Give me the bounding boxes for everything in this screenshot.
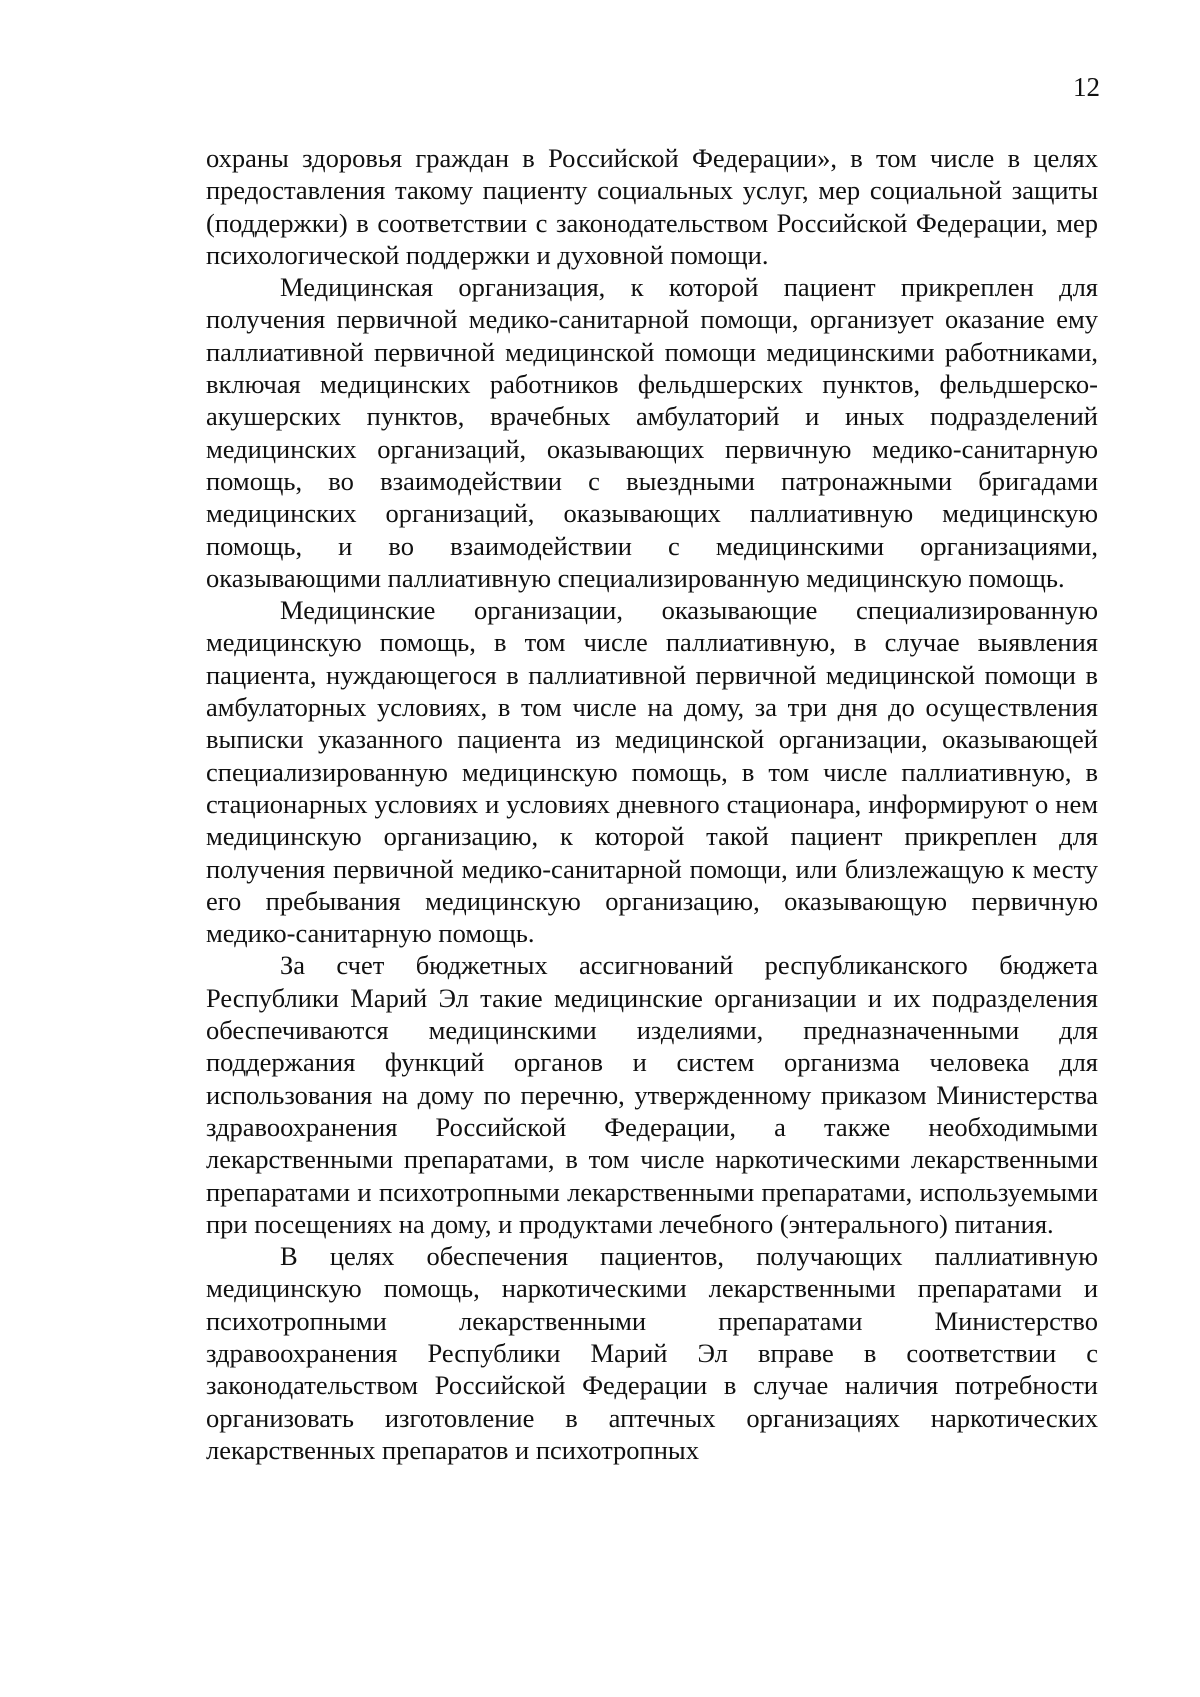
paragraph-narcotic-provision: В целях обеспечения пациентов, получающих паллиативную медицинскую помощь, наркотическими лекарственными препаратами и психотропными лекарственными препаратами Министерство здравоохранения Республики Марий Эл вправе в соответствии с законодательством Российской Федерации в случае наличия потребности организовать изготовление в аптечных организациях наркотических лекарственных препаратов и психотропных <box>206 1241 1098 1465</box>
paragraph-medical-organization: Медицинская организация, к которой пациент прикреплен для получения первичной медико-санитарной помощи, организует оказание ему паллиативной первичной медицинской помощи медицинскими работниками, включая медицинских работников фельдшерских пунктов, фельдшерско-акушерских пунктов, врачебных амбулаторий и иных подразделений медицинских организаций, оказывающих первичную медико-санитарную помощь, во взаимодействии с выездными патронажными бригадами медицинских организаций, оказывающих паллиативную медицинскую помощь, и во взаимодействии с медицинскими организациями, оказывающими паллиативную специализированную медицинскую помощь. <box>206 272 1098 593</box>
paragraph-specialized-organizations: Медицинские организации, оказывающие специализированную медицинскую помощь, в том числе паллиативную, в случае выявления пациента, нуждающегося в паллиативной первичной медицинской помощи в амбулаторных условиях, в том числе на дому, за три дня до осуществления выписки указанного пациента из медицинской организации, оказывающей специализированную медицинскую помощь, в том числе паллиативную, в стационарных условиях и условиях дневного стационара, информируют о нем медицинскую организацию, к которой такой пациент прикреплен для получения первичной медико-санитарной помощи, или близлежащую к месту его пребывания медицинскую организацию, оказывающую первичную медико-санитарную помощь. <box>206 595 1098 949</box>
document-body <box>206 142 1098 1466</box>
page-number: 12 <box>1073 72 1100 102</box>
paragraph-budget-funding: За счет бюджетных ассигнований республиканского бюджета Республики Марий Эл такие медицинские организации и их подразделения обеспечиваются медицинскими изделиями, предназначенными для поддержания функций органов и систем организма человека для использования на дому по перечню, утвержденному приказом Министерства здравоохранения Российской Федерации, а также необходимыми лекарственными препаратами, в том числе наркотическими лекарственными препаратами и психотропными лекарственными препаратами, используемыми при посещениях на дому, и продуктами лечебного (энтерального) питания. <box>206 950 1098 1239</box>
paragraph-continuation: охраны здоровья граждан в Российской Федерации», в том числе в целях предоставления такому пациенту социальных услуг, мер социальной защиты (поддержки) в соответствии с законодательством Российской Федерации, мер психологической поддержки и духовной помощи. <box>206 143 1098 270</box>
